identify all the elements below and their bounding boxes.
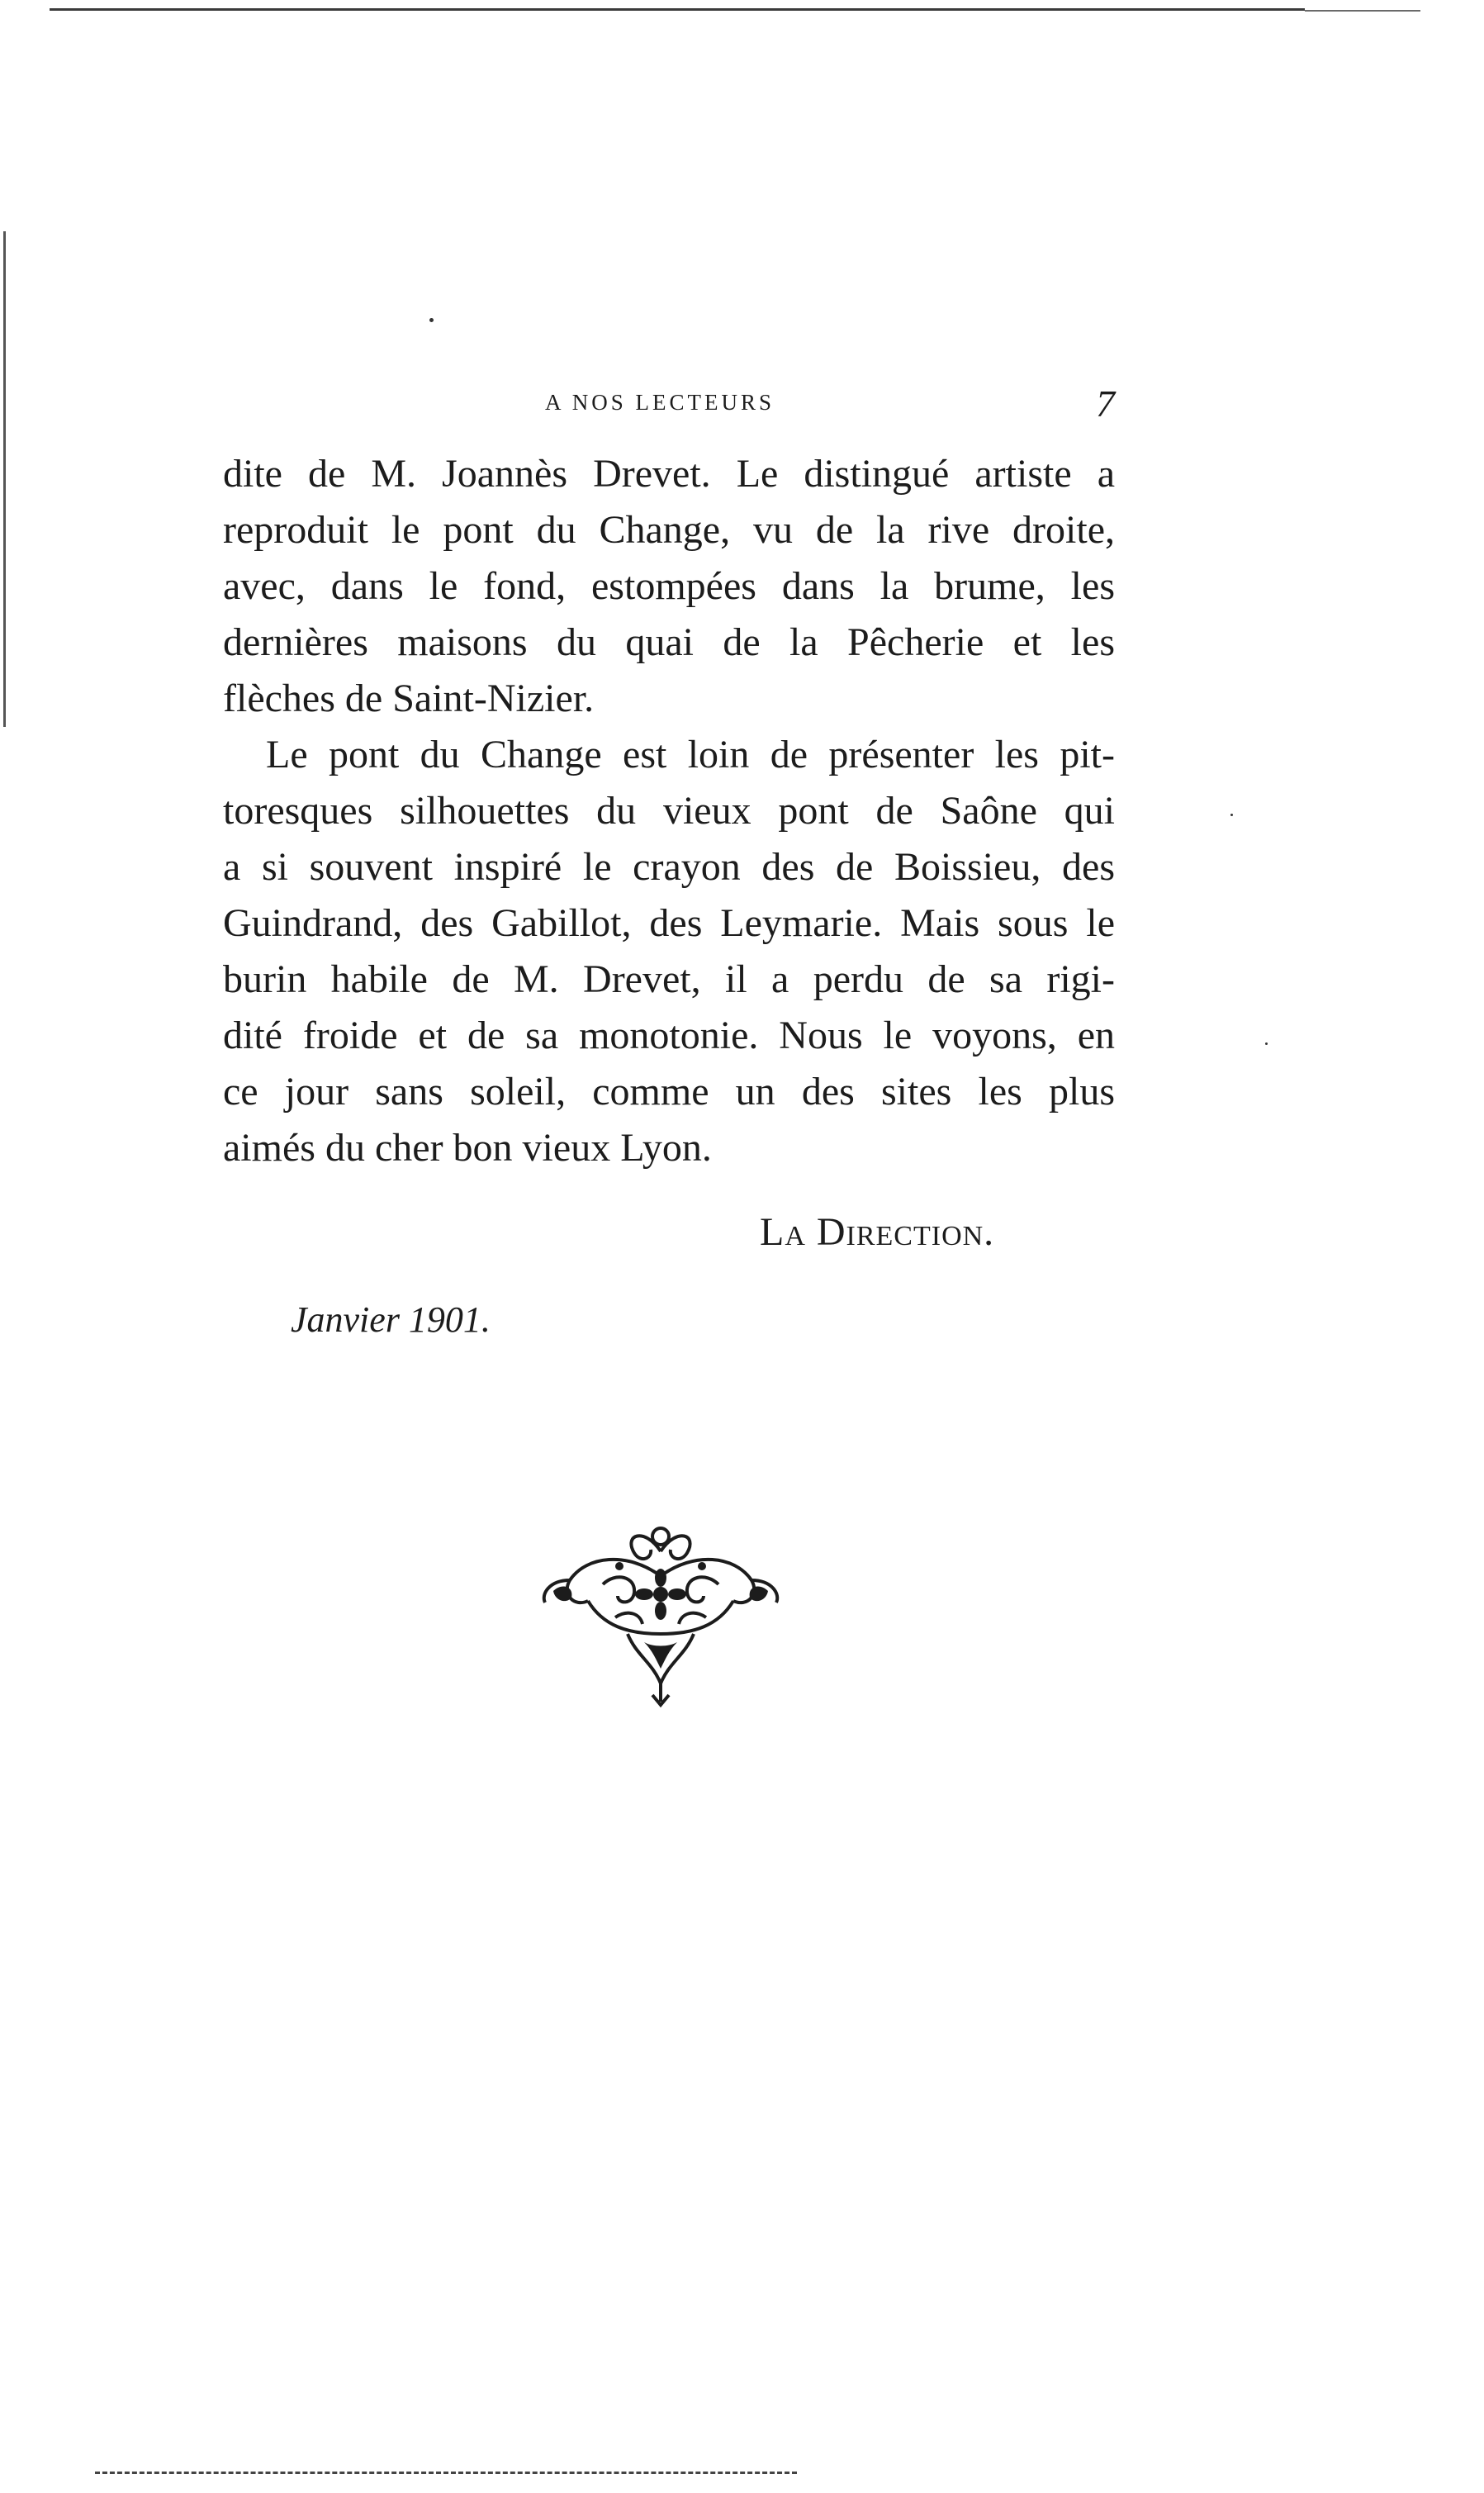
ink-speck	[1230, 814, 1233, 816]
body-text	[223, 446, 1115, 1176]
text-line: dernières maisons du quai de la Pêcherie et les	[223, 620, 1115, 664]
date-line: Janvier 1901.	[291, 1299, 491, 1340]
text-line: toresques silhouettes du vieux pont de Saône qui	[223, 789, 1115, 833]
ink-speck	[429, 318, 434, 322]
floral-vignette-icon	[537, 1518, 785, 1708]
text-line: ce jour sans soleil, comme un des sites les plus	[223, 1070, 1115, 1114]
text-line: reproduit le pont du Change, vu de la rive droite,	[223, 508, 1115, 552]
running-head	[223, 382, 1115, 436]
signature	[760, 1209, 994, 1255]
text-line: dité froide et de sa monotonie. Nous le voyons, en	[223, 1014, 1115, 1057]
signature-word: Direction.	[816, 1210, 995, 1254]
signature-word: La	[760, 1210, 806, 1254]
text-line: burin habile de M. Drevet, il a perdu de sa rigi-	[223, 957, 1115, 1001]
scan-edge-bottom	[95, 2472, 797, 2474]
scan-edge-left	[3, 231, 6, 727]
text-line: a si souvent inspiré le crayon des de Boissieu, des	[223, 845, 1115, 889]
page-number: 7	[1096, 382, 1115, 425]
text-line: Guindrand, des Gabillot, des Leymarie. Mais sous le	[223, 901, 1115, 945]
scan-edge-top-right	[1305, 10, 1420, 12]
scan-edge-top	[50, 8, 1305, 11]
text-line: dite de M. Joannès Drevet. Le distingué artiste a	[223, 452, 1115, 496]
ink-speck	[1265, 1042, 1268, 1045]
running-title: A NOS LECTEURS	[545, 390, 775, 415]
text-line: avec, dans le fond, estompées dans la brume, les	[223, 564, 1115, 608]
text-line: Le pont du Change est loin de présenter les pit-	[266, 733, 1115, 776]
text-line: aimés du cher bon vieux Lyon.	[223, 1126, 712, 1170]
text-line: flèches de Saint-Nizier.	[223, 677, 595, 720]
